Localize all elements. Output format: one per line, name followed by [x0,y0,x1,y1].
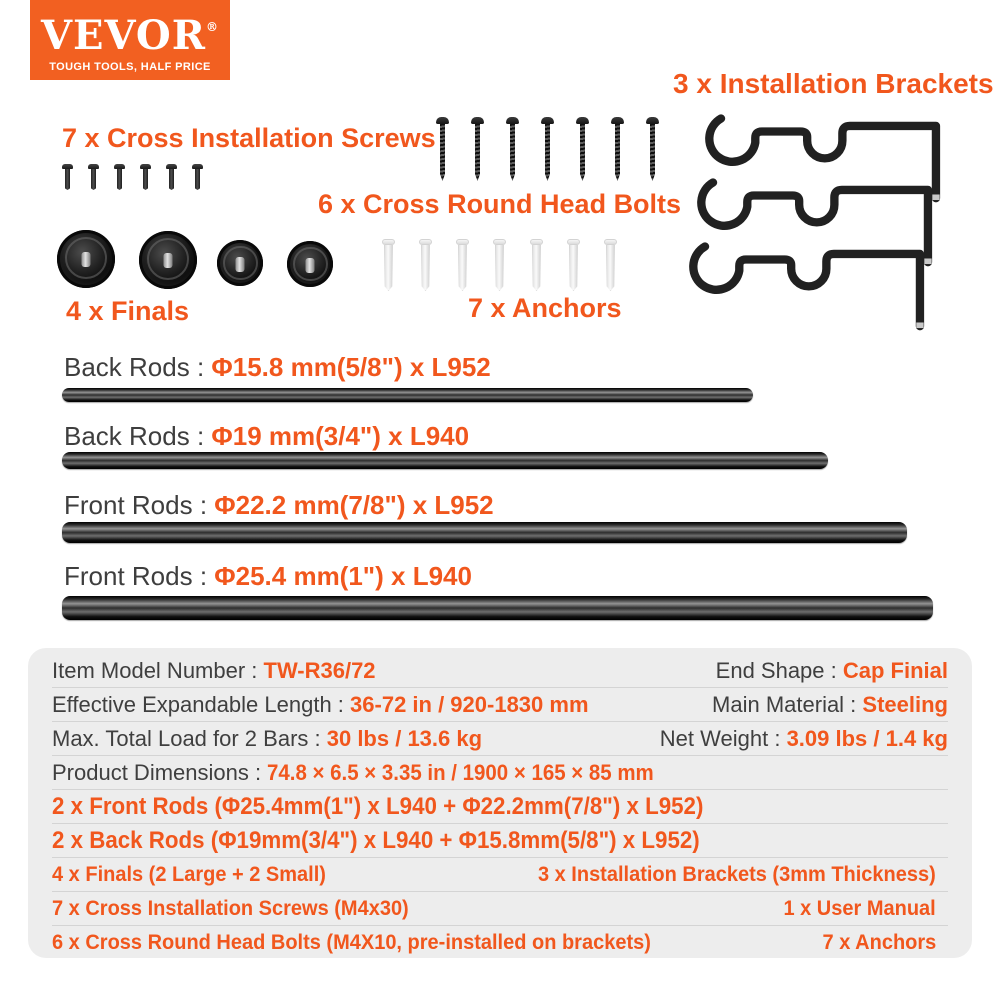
anchor-icon [493,239,506,292]
spec-row [52,892,948,926]
finial-large-icon [57,230,115,288]
spec-label: Main Material : [712,692,863,717]
label-round-head-bolts: 6 x Cross Round Head Bolts [318,189,682,219]
rod-spec: Φ22.2 mm(7/8") x L952 [214,490,494,520]
rod-spec: Φ25.4 mm(1") x L940 [214,561,472,591]
anchor-icon [456,239,469,292]
rod-name: Front Rods : [64,561,215,591]
anchor-icon [604,239,617,292]
spec-cell-left [52,926,696,959]
spec-cell-left [52,892,436,925]
bolt-icon [140,164,151,191]
spec-value: 2 x Back Rods (Φ19mm(3/4") x L940 + Φ15.8mm(5/8") x L952) [52,827,700,854]
rod-name: Back Rods : [64,421,212,451]
spec-row [52,858,948,892]
finial-large-icon [139,231,197,289]
rod-name: Front Rods : [64,490,215,520]
rod-back-large [62,452,828,469]
spec-cell-left [52,722,482,755]
spec-cell-right [712,688,948,721]
round-head-bolts-group [62,164,203,191]
spec-cell-left [52,858,347,891]
bolt-icon [88,164,99,191]
spec-label: Max. Total Load for 2 Bars : [52,726,327,751]
spec-cell-left [52,824,748,857]
rod-front-small [62,522,907,543]
spec-value: 7 x Cross Installation Screws (M4x30) [52,896,409,920]
screw-icon [436,117,449,181]
brand-tagline: TOUGH TOOLS, HALF PRICE [49,61,211,73]
spec-value: 2 x Front Rods (Φ25.4mm(1") x L940 + Φ22.2mm(7/8") x L952) [52,793,704,820]
rod-spec: Φ19 mm(3/4") x L940 [211,421,470,451]
spec-cell-left [52,756,683,789]
spec-value: 3.09 lbs / 1.4 kg [786,726,948,751]
anchor-icon [382,239,395,292]
rod-label-back-2 [64,421,469,452]
finial-small-icon [287,241,333,287]
spec-cell-right [508,858,948,891]
screw-icon [646,117,659,181]
rod-front-large [62,596,933,620]
spec-row [52,688,948,722]
screw-icon [611,117,624,181]
spec-value: Steeling [862,692,948,717]
brand-name-text: VEVOR [41,12,206,59]
spec-cell-right [814,926,948,959]
anchor-icon [419,239,432,292]
label-finals: 4 x Finals [66,296,190,326]
bracket-icon [680,238,932,331]
spec-row [52,824,948,858]
spec-cell-left [52,790,752,823]
spec-value: 4 x Finals (2 Large + 2 Small) [52,862,326,886]
bolt-icon [166,164,177,191]
spec-value: 74.8 × 6.5 × 3.35 in / 1900 × 165 × 85 mm [267,760,654,785]
spec-value: 36-72 in / 920-1830 mm [350,692,589,717]
rod-label-front-2 [64,561,472,592]
spec-row [52,756,948,790]
label-installation-screws: 7 x Cross Installation Screws [62,123,436,153]
spec-value: 3 x Installation Brackets (3mm Thickness) [538,862,936,886]
spec-label: Net Weight : [659,726,787,751]
spec-value: TW-R36/72 [263,658,376,683]
spec-row [52,722,948,756]
spec-label: Effective Expandable Length : [52,692,351,717]
spec-table [28,648,972,958]
anchor-icon [530,239,543,292]
spec-cell-right [716,654,948,687]
rod-name: Back Rods : [64,352,212,382]
installation-screws-group [436,117,659,181]
spec-cell-right [772,892,948,925]
wall-anchors-group [382,239,617,292]
spec-value: 6 x Cross Round Head Bolts (M4X10, pre-installed on brackets) [52,930,651,954]
spec-cell-left [52,654,376,687]
spec-value: Cap Finial [842,658,948,683]
anchor-icon [567,239,580,292]
bolt-icon [62,164,73,191]
spec-row [52,790,948,824]
bolt-icon [192,164,203,191]
label-anchors: 7 x Anchors [468,293,622,323]
brand-name [30,4,230,59]
screw-icon [471,117,484,181]
vevor-logo [30,0,230,80]
rod-back-small [62,388,753,402]
spec-cell-right [660,722,948,755]
label-installation-brackets: 3 x Installation Brackets [673,68,994,99]
spec-value: 30 lbs / 13.6 kg [326,726,483,751]
screw-icon [506,117,519,181]
rod-label-back-1 [64,352,491,383]
spec-row [52,926,948,959]
spec-label: Item Model Number : [52,658,264,683]
registered-mark: ® [205,20,219,34]
finial-small-icon [217,240,263,286]
rod-spec: Φ15.8 mm(5/8") x L952 [211,352,491,382]
bolt-icon [114,164,125,191]
screw-icon [576,117,589,181]
spec-row [52,654,948,688]
spec-value: 1 x User Manual [783,896,936,920]
spec-cell-left [52,688,589,721]
screw-icon [541,117,554,181]
spec-label: Product Dimensions : [52,760,268,785]
spec-label: End Shape : [715,658,843,683]
spec-value: 7 x Anchors [822,930,936,954]
rod-label-front-1 [64,490,494,521]
